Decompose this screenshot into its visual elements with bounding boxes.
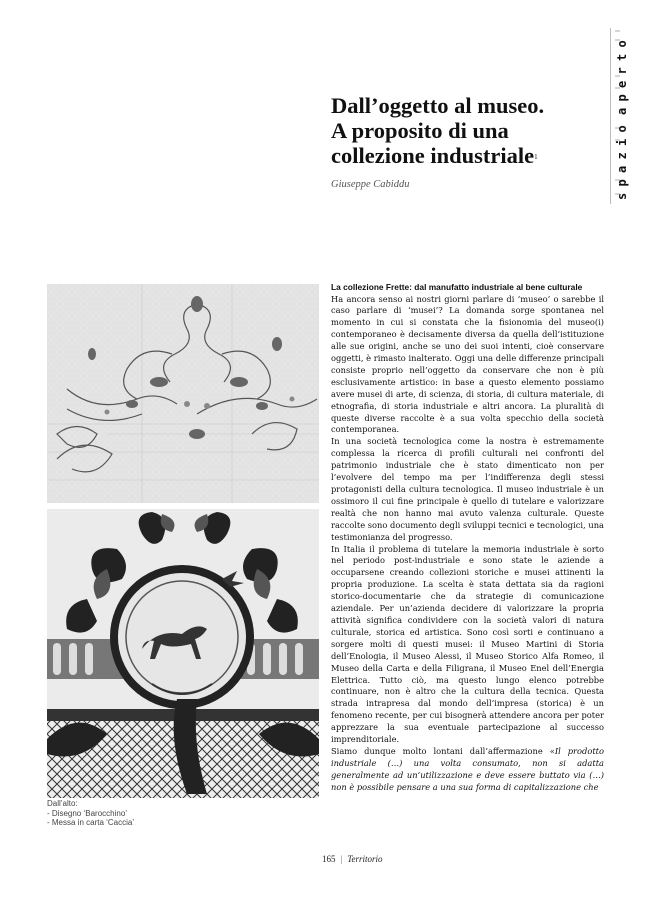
caption-line: Dall’alto: xyxy=(47,799,78,808)
section-tab-letter: a xyxy=(615,107,629,115)
footnote-marker: 1 xyxy=(534,153,538,161)
body-paragraph: In Italia il problema di tutelare la memoria industriale è sorto nel periodo post-industriale e sono state le aziende a occuparsene creando collezioni storiche e musei attinenti la propria produzione. La scelta è stata dettata sia da ragioni storico-documentarie che da strategie di comunicazione aziendale. Per un’azienda decidere di valorizzare la propria attività significa condividere con la società valori di natura culturale, storica ed artistica. Sono così sorti e continuano a sorgere molti di questi musei: il Museo Martini di Storia dell’Enologia, il Museo Alessi, il Museo Storico Alfa Romeo, il Museo della Carta e della Filigrana, il Museo Enel dell’Energia Elettrica. Tutto ciò, ma questo lungo elenco potrebbe continuare, non è altro che la cultura della tecnica. Questa strada intrapresa dal mondo dell’impresa (storica) è un fenomeno recente, per cui bisognerà attendere ancora per poter apprezzare la sua eventuale partecipazione al successo imprenditoriale. xyxy=(331,543,604,745)
publication-name: Territorio xyxy=(347,854,383,864)
paragraph-lead: Siamo dunque molto lontani dall’affermazione « xyxy=(331,745,555,756)
title-line-3: collezione industriale xyxy=(331,143,535,168)
body-paragraph: In una società tecnologica come la nostra è estremamente complessa la ricerca di profili culturali nei confronti del patrimonio industriale che è stato dimenticato non per l’evolvere del tempo ma per l’indifferenza degli stessi protagonisti della cultura tecnologica. Il museo industriale è un ossimoro il cui fine principale è quello di tutelare e valorizzare realtà che non hanno mai avuto valenza culturale. Queste raccolte sono documento degli sviluppi tecnici e tecnologici, una testimonianza del progresso. xyxy=(331,436,604,542)
body-paragraph-last xyxy=(331,746,604,794)
page-number: 165 xyxy=(322,854,336,864)
article-title xyxy=(331,93,591,168)
caption-line: - Messa in carta ‘Caccia’ xyxy=(47,818,135,828)
section-tab-letter: p xyxy=(615,179,629,187)
section-tab-letter: r xyxy=(615,67,629,75)
section-tab-letter: p xyxy=(615,94,629,102)
section-tab-letter: o xyxy=(615,125,629,133)
quoted-text: Il prodotto industriale (…) una volta consumato, non si adatta generalmente ad un’utilizzazione e deve essere buttato via (…) non è possibile pensare a una sua forma di capitalizzazione che xyxy=(331,745,604,792)
figure-caption xyxy=(47,799,197,828)
section-tab-letter: o xyxy=(615,40,629,48)
section-heading: La collezione Frette: dal manufatto industriale al bene culturale xyxy=(331,282,583,292)
figure-caccia-textile xyxy=(47,509,319,798)
section-tab xyxy=(610,28,633,204)
section-tab-letter: s xyxy=(615,192,629,200)
section-tab-letter: i xyxy=(615,138,629,146)
page-footer xyxy=(322,854,383,864)
section-tab-letter: z xyxy=(615,152,629,160)
section-tab-letter: a xyxy=(615,165,629,173)
footer-separator: | xyxy=(340,854,343,864)
caption-line: - Disegno ‘Barocchino’ xyxy=(47,808,128,818)
section-tab-letter: t xyxy=(615,53,629,61)
author-name: Giuseppe Cabiddu xyxy=(331,179,410,190)
article-body xyxy=(331,282,604,794)
section-tab-graphic xyxy=(611,28,633,204)
title-line-1: Dall’oggetto al museo. xyxy=(331,93,545,118)
figure-barocchino-drawing xyxy=(47,284,319,503)
title-line-2: A proposito di una xyxy=(331,118,509,143)
body-paragraph: Ha ancora senso ai nostri giorni parlare di ‘museo’ o sarebbe il caso parlare di ‘musei’? La domanda sorge spontanea nel momento in cui si constata che la fisionomia del museo(i) contemporaneo è decisamente diversa da quella dell’istituzione alle sue origini, anche se uno dei suoi intenti, cioè conservare oggetti, è rimasto inalterato. Oggi una delle differenze principali consiste proprio nell’oggetto da conservare che non è più esclusivamente artistico: in base a questo elemento possiamo avere musei di arte, di scienza, di storia, di cultura materiale, di etnografia, di storia industriale e altri ancora. La pluralità di queste diverse raccolte è a sua volta specchio della società contemporanea. xyxy=(331,293,604,435)
section-tab-letter: e xyxy=(615,80,629,88)
